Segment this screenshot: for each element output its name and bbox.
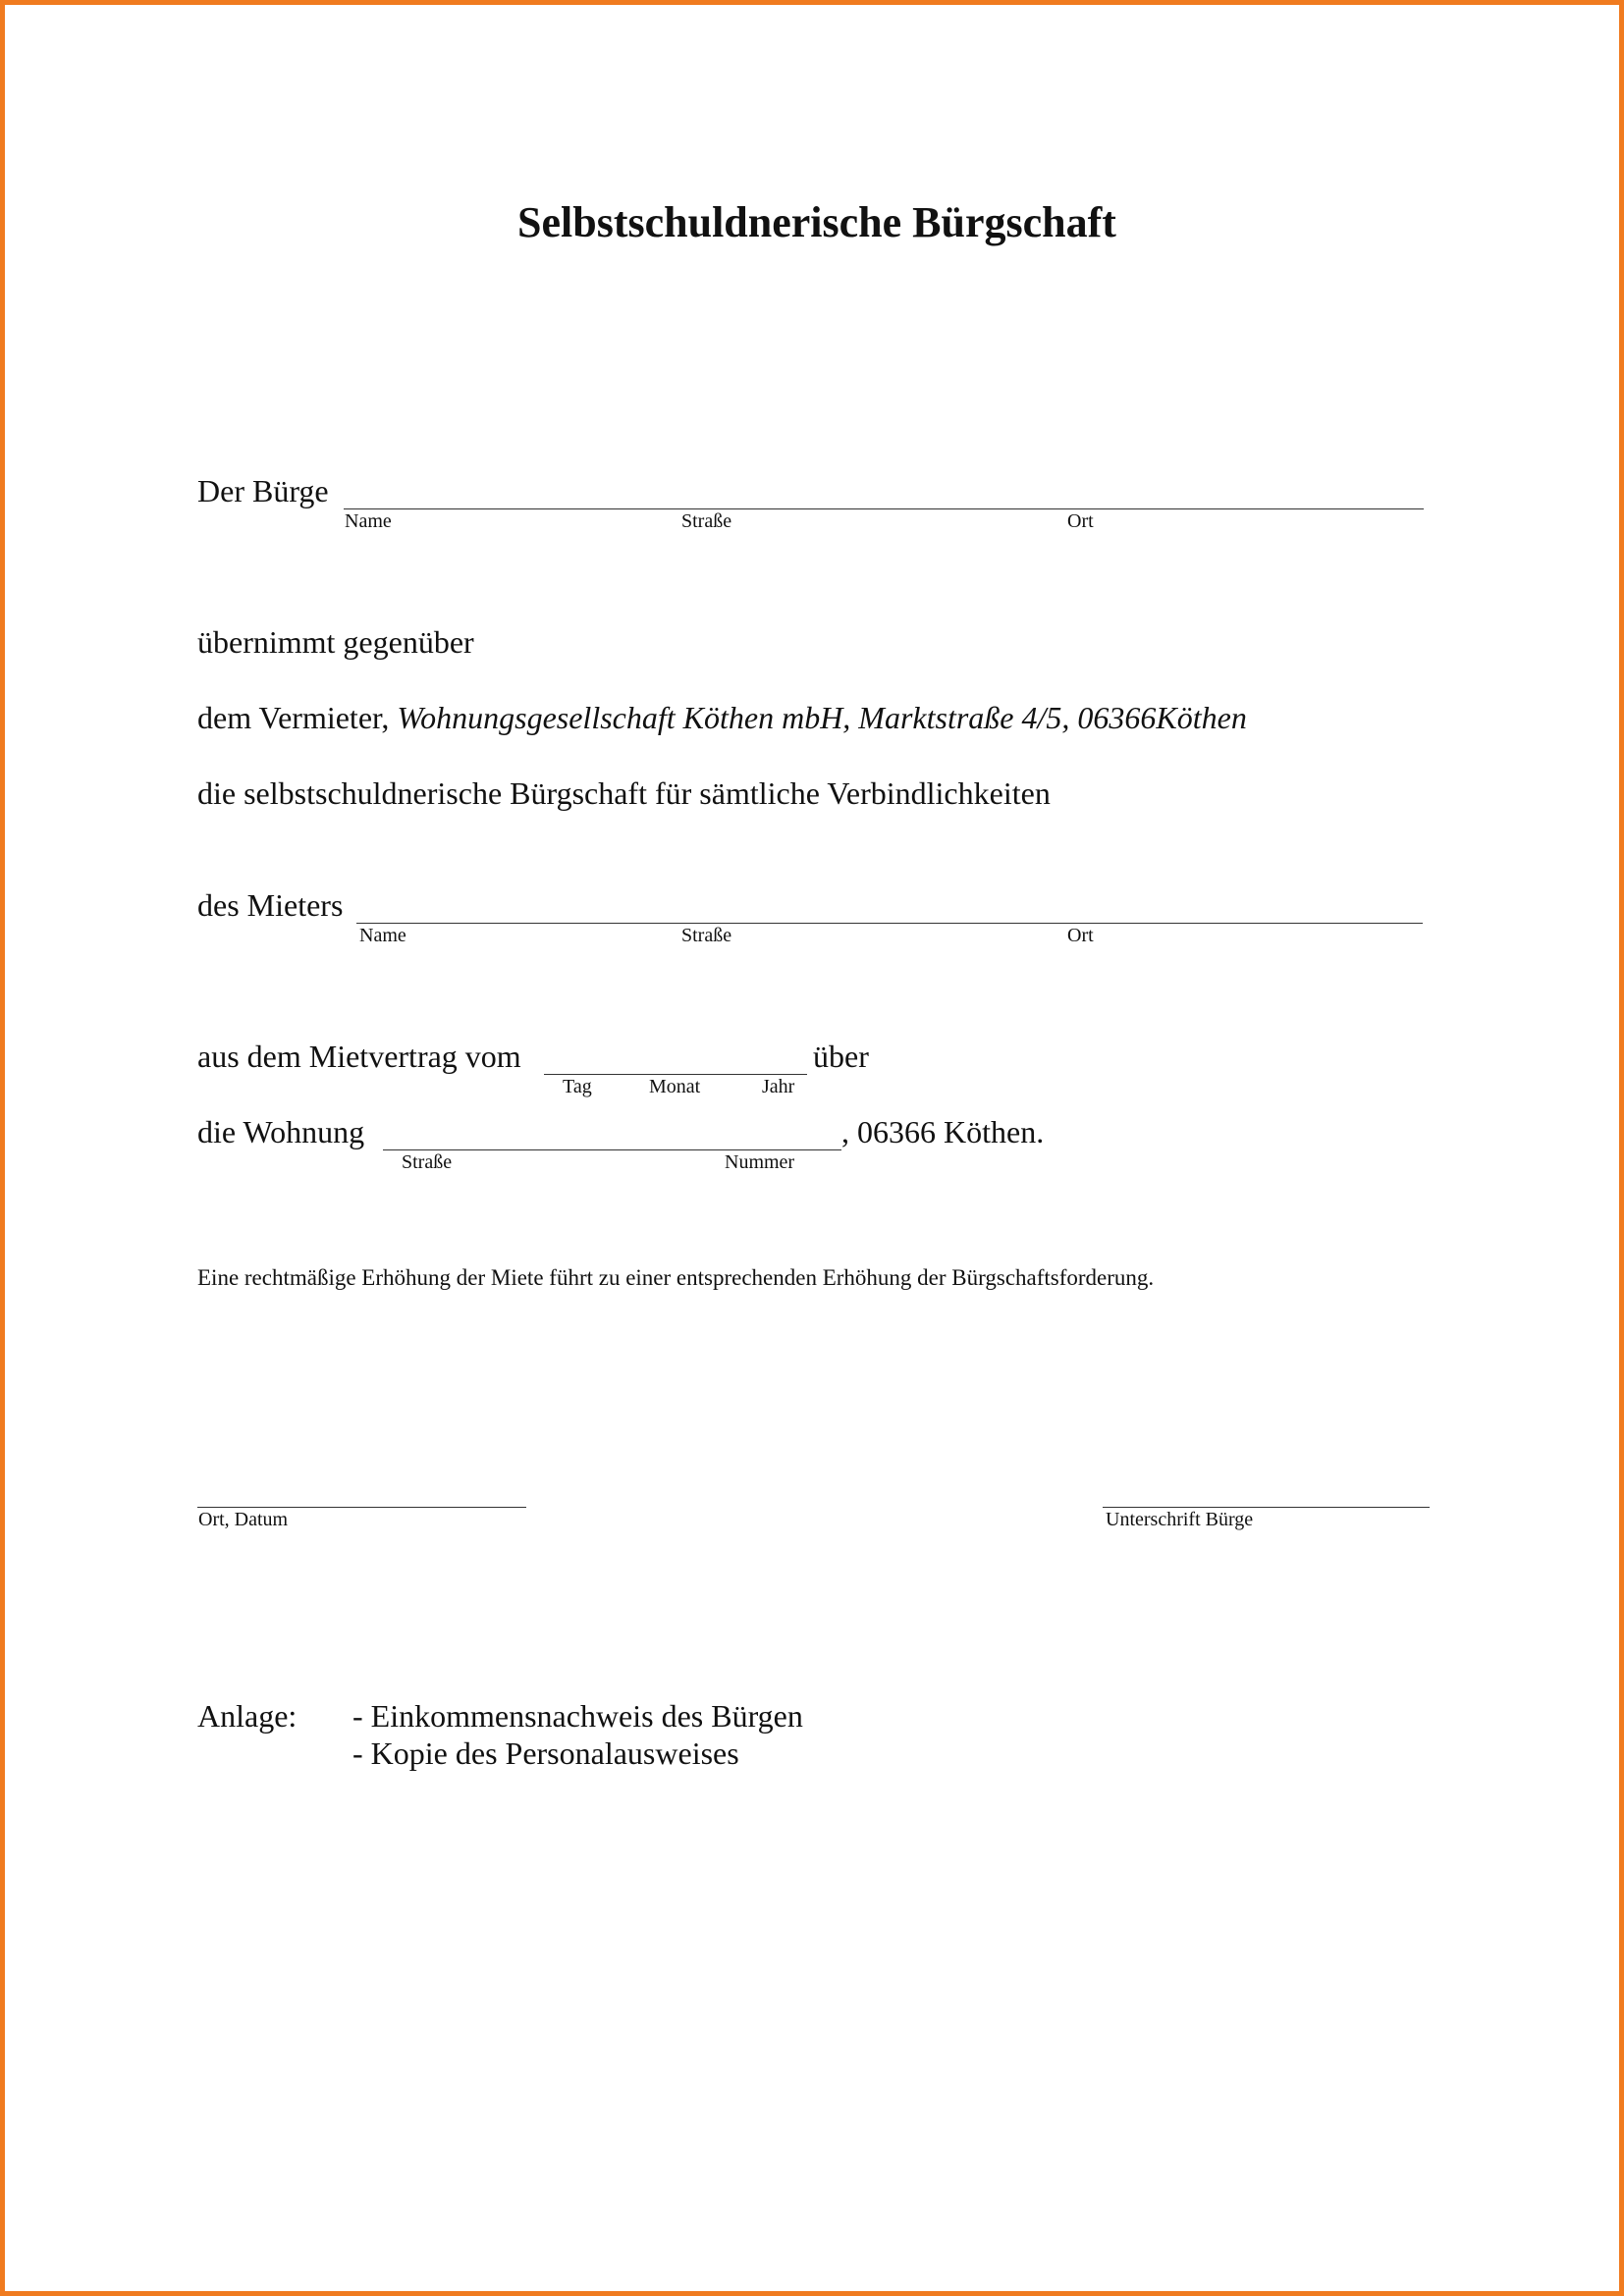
anlage-label: Anlage: <box>197 1698 298 1734</box>
mieter-strasse-caption: Straße <box>681 925 732 946</box>
buerge-input-line[interactable] <box>344 508 1424 509</box>
anlage-item: - Kopie des Personalausweises <box>352 1735 739 1771</box>
unterschrift-line[interactable] <box>1103 1507 1430 1508</box>
vermieter-line <box>197 700 1247 736</box>
mieter-label: des Mieters <box>197 887 344 923</box>
mieter-input-line[interactable] <box>356 923 1423 924</box>
mietvertrag-prefix: aus dem Mietvertrag vom <box>197 1039 521 1074</box>
wohnung-strasse-caption: Straße <box>402 1151 453 1173</box>
wohnung-prefix: die Wohnung <box>197 1114 365 1149</box>
ort-datum-caption: Ort, Datum <box>198 1509 289 1530</box>
buerge-strasse-caption: Straße <box>681 510 732 532</box>
mieter-ort-caption: Ort <box>1067 925 1094 946</box>
unterschrift-caption: Unterschrift Bürge <box>1106 1509 1254 1530</box>
document-title: Selbstschuldnerische Bürgschaft <box>517 198 1116 246</box>
hinweis-text: Eine rechtmäßige Erhöhung der Miete führt zu einer entsprechenden Erhöhung der Bürgschaftsforderung. <box>197 1265 1155 1290</box>
mietvertrag-tag-caption: Tag <box>563 1076 592 1097</box>
vermieter-prefix: dem Vermieter, <box>197 700 390 735</box>
wohnung-nummer-caption: Nummer <box>725 1151 795 1173</box>
mietvertrag-jahr-caption: Jahr <box>762 1076 795 1097</box>
uebernimmt-text: übernimmt gegenüber <box>197 624 474 660</box>
mietvertrag-suffix: über <box>813 1039 869 1074</box>
mietvertrag-monat-caption: Monat <box>649 1076 701 1097</box>
buerge-name-caption: Name <box>345 510 392 532</box>
wohnung-input-line[interactable] <box>383 1149 841 1150</box>
wohnung-suffix: , 06366 Köthen. <box>841 1114 1045 1149</box>
ort-datum-line[interactable] <box>197 1507 526 1508</box>
buerge-ort-caption: Ort <box>1067 510 1094 532</box>
mieter-name-caption: Name <box>359 925 406 946</box>
mietvertrag-date-line[interactable] <box>544 1074 807 1075</box>
anlage-item: - Einkommensnachweis des Bürgen <box>352 1698 803 1734</box>
buerge-label: Der Bürge <box>197 473 329 508</box>
buergschaft-text: die selbstschuldnerische Bürgschaft für sämtliche Verbindlichkeiten <box>197 775 1051 811</box>
vermieter-value: Wohnungsgesellschaft Köthen mbH, Marktstraße 4/5, 06366Köthen <box>397 700 1247 735</box>
